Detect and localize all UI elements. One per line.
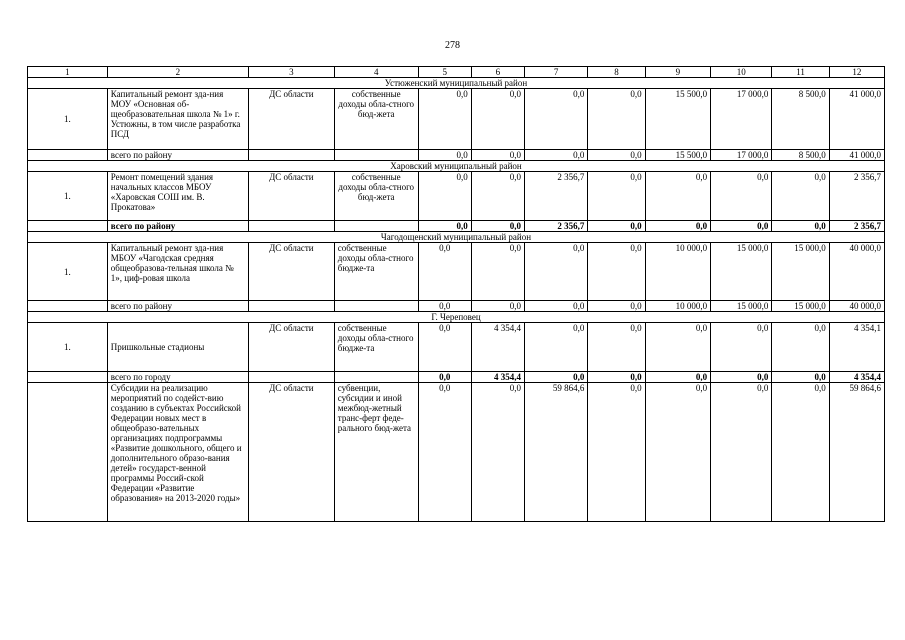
table-row (28, 172, 885, 221)
total-row (28, 221, 885, 232)
funding-type: собственные доходы обла-стного бюд-жета (334, 89, 418, 150)
region-header: Харовский муниципальный район (28, 161, 885, 172)
funding-type: субвенции, субсидии и иной межбюд-жетный транс-ферт феде-рального бюд-жета (334, 383, 418, 522)
col-header: 2 (107, 67, 248, 78)
funding-type: собственные доходы обла-стного бюдже-та (334, 243, 418, 301)
total-value: 4 354,4 (829, 372, 884, 383)
value-cell: 0,0 (645, 172, 710, 221)
total-value: 15 000,0 (772, 301, 829, 312)
value-cell: 15 500,0 (645, 89, 710, 150)
value-cell: 59 864,6 (829, 383, 884, 522)
total-row (28, 150, 885, 161)
value-cell: 0,0 (471, 383, 524, 522)
total-value: 15 500,0 (645, 150, 710, 161)
value-cell: 0,0 (471, 89, 524, 150)
region-header: Устюженский муниципальный район (28, 78, 885, 89)
total-value: 0,0 (471, 221, 524, 232)
value-cell: 0,0 (588, 89, 645, 150)
value-cell: 8 500,0 (772, 89, 829, 150)
total-value: 0,0 (418, 150, 471, 161)
total-value: 0,0 (418, 301, 471, 312)
table-row (28, 243, 885, 301)
total-value: 0,0 (418, 221, 471, 232)
total-value: 2 356,7 (829, 221, 884, 232)
col-header: 4 (334, 67, 418, 78)
table-row (28, 323, 885, 372)
total-label: всего по городу (107, 372, 248, 383)
value-cell: 0,0 (645, 323, 710, 372)
value-cell: 0,0 (418, 172, 471, 221)
total-value: 0,0 (588, 372, 645, 383)
value-cell: 0,0 (524, 243, 587, 301)
total-value: 0,0 (471, 301, 524, 312)
total-value: 0,0 (524, 372, 587, 383)
project-name: Ремонт помещений здания начальных классов МБОУ «Харовская СОШ им. В. Прокатова» (107, 172, 248, 221)
value-cell: 0,0 (588, 323, 645, 372)
total-value: 0,0 (588, 301, 645, 312)
funding-type: собственные доходы обла-стного бюд-жета (334, 172, 418, 221)
col-header: 6 (471, 67, 524, 78)
total-value: 0,0 (711, 372, 772, 383)
value-cell: 0,0 (418, 243, 471, 301)
value-cell: 0,0 (471, 243, 524, 301)
total-label: всего по району (107, 221, 248, 232)
col-header: 11 (772, 67, 829, 78)
table-row (28, 89, 885, 150)
value-cell: 0,0 (418, 323, 471, 372)
value-cell: 2 356,7 (524, 172, 587, 221)
column-number-row (28, 67, 885, 78)
value-cell: 0,0 (772, 323, 829, 372)
total-value: 4 354,4 (471, 372, 524, 383)
total-value: 0,0 (418, 372, 471, 383)
total-value: 2 356,7 (524, 221, 587, 232)
value-cell: 0,0 (772, 172, 829, 221)
funding-source: ДС области (248, 383, 334, 522)
project-name: Капитальный ремонт зда-ния МОУ «Основная об-щеобразовательная школа № 1» г. Устюжны, в том числе разработка ПСД (107, 89, 248, 150)
subsidy-row (28, 383, 885, 522)
value-cell: 17 000,0 (711, 89, 772, 150)
col-header: 12 (829, 67, 884, 78)
total-value: 0,0 (711, 221, 772, 232)
total-value: 0,0 (588, 221, 645, 232)
row-number: 1. (28, 172, 108, 221)
total-value: 17 000,0 (711, 150, 772, 161)
funding-source: ДС области (248, 89, 334, 150)
total-value: 41 000,0 (829, 150, 884, 161)
value-cell: 59 864,6 (524, 383, 587, 522)
funding-source: ДС области (248, 323, 334, 372)
value-cell: 15 000,0 (772, 243, 829, 301)
value-cell: 4 354,1 (829, 323, 884, 372)
col-header: 1 (28, 67, 108, 78)
col-header: 8 (588, 67, 645, 78)
subsidy-name: Субсидии на реализацию мероприятий по содейст-вию созданию в субъектах Российской Федерации новых мест в общеобразо-вательных организациях подпрограммы «Развитие дошкольного, общего и дополнительного образо-вания детей» государст-венной программы Россий-ской Федерации «Развитие образования» на 2013-2020 годы» (107, 383, 248, 522)
project-name: Капитальный ремонт зда-ния МБОУ «Чагодская средняя общеобразова-тельная школа № 1», циф-ровая школа (107, 243, 248, 301)
value-cell: 10 000,0 (645, 243, 710, 301)
page-number: 278 (445, 40, 460, 51)
total-value: 8 500,0 (772, 150, 829, 161)
col-header: 5 (418, 67, 471, 78)
budget-table (27, 66, 885, 522)
value-cell: 0,0 (588, 243, 645, 301)
value-cell: 2 356,7 (829, 172, 884, 221)
total-value: 0,0 (772, 221, 829, 232)
value-cell: 0,0 (588, 172, 645, 221)
total-value: 0,0 (524, 150, 587, 161)
total-value: 40 000,0 (829, 301, 884, 312)
col-header: 3 (248, 67, 334, 78)
total-value: 0,0 (588, 150, 645, 161)
value-cell: 0,0 (711, 383, 772, 522)
region-header: Г. Череповец (28, 312, 885, 323)
total-value: 0,0 (524, 301, 587, 312)
funding-source: ДС области (248, 172, 334, 221)
value-cell: 4 354,4 (471, 323, 524, 372)
value-cell: 0,0 (524, 323, 587, 372)
region-header: Чагодощенский муниципальный район (28, 232, 885, 243)
total-value: 15 000,0 (711, 301, 772, 312)
total-row (28, 372, 885, 383)
value-cell: 0,0 (471, 172, 524, 221)
total-label: всего по району (107, 301, 248, 312)
value-cell: 0,0 (524, 89, 587, 150)
total-label: всего по району (107, 150, 248, 161)
value-cell: 0,0 (418, 89, 471, 150)
total-value: 10 000,0 (645, 301, 710, 312)
col-header: 9 (645, 67, 710, 78)
value-cell: 41 000,0 (829, 89, 884, 150)
total-value: 0,0 (471, 150, 524, 161)
value-cell: 0,0 (588, 383, 645, 522)
value-cell: 0,0 (645, 383, 710, 522)
funding-type: собственные доходы обла-стного бюдже-та (334, 323, 418, 372)
row-number: 1. (28, 243, 108, 301)
value-cell: 0,0 (418, 383, 471, 522)
total-row (28, 301, 885, 312)
total-value: 0,0 (772, 372, 829, 383)
funding-source: ДС области (248, 243, 334, 301)
col-header: 10 (711, 67, 772, 78)
col-header: 7 (524, 67, 587, 78)
project-name: Пришкольные стадионы (107, 323, 248, 372)
total-value: 0,0 (645, 372, 710, 383)
value-cell: 0,0 (772, 383, 829, 522)
row-number: 1. (28, 323, 108, 372)
row-number: 1. (28, 89, 108, 150)
total-value: 0,0 (645, 221, 710, 232)
value-cell: 15 000,0 (711, 243, 772, 301)
value-cell: 40 000,0 (829, 243, 884, 301)
value-cell: 0,0 (711, 172, 772, 221)
value-cell: 0,0 (711, 323, 772, 372)
